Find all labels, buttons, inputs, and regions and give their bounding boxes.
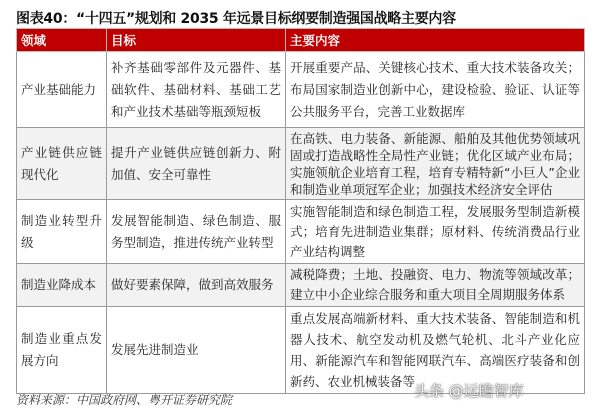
header-content: 主要内容 — [286, 29, 585, 52]
cell-goal: 补齐基础零部件及元器件、基础软件、基础材料、基础工艺和产业技术基础等瓶颈短板 — [107, 52, 286, 128]
header-goal: 目标 — [107, 29, 286, 52]
strategy-table — [16, 28, 585, 394]
cell-field: 制造业转型升级 — [17, 200, 107, 264]
table-row — [17, 52, 585, 128]
table-title: 图表40：“十四五”规划和 2035 年远景目标纲要制造强国战略主要内容 — [16, 11, 456, 27]
header-field: 领域 — [17, 29, 107, 52]
cell-field: 产业链供应链现代化 — [17, 128, 107, 200]
cell-field: 产业基础能力 — [17, 52, 107, 128]
table-header-row — [17, 29, 585, 52]
cell-content: 重点发展高端新材料、重大技术装备、智能制造和机器人技术、航空发动机及燃气轮机、北斗产业化应用、新能源汽车和智能网联汽车、高端医疗装备和创新药、农业机械装备等 — [286, 307, 585, 394]
cell-content: 减税降费；土地、投融资、电力、物流等领域改革；建立中小企业综合服务和重大项目全周期服务体系 — [286, 264, 585, 307]
cell-field: 制造业降成本 — [17, 264, 107, 307]
cell-goal: 提升产业链供应链创新力、附加值、安全可靠性 — [107, 128, 286, 200]
table-row — [17, 128, 585, 200]
source-note: 资料来源：中国政府网、粤开证券研究院 — [16, 393, 233, 407]
cell-field: 制造业重点发展方向 — [17, 307, 107, 394]
cell-goal: 发展先进制造业 — [107, 307, 286, 394]
cell-content: 实施智能制造和绿色制造工程，发展服务型制造新模式；培育先进制造业集群；原材料、传统消费品行业产业结构调整 — [286, 200, 585, 264]
cell-goal: 发展智能制造、绿色制造、服务型制造，推进传统产业转型 — [107, 200, 286, 264]
cell-content: 开展重要产品、关键核心技术、重大技术装备攻关；布局国家制造业创新中心，建设检验、验证、认证等公共服务平台，完善工业数据库 — [286, 52, 585, 128]
table-row — [17, 200, 585, 264]
cell-goal: 做好要素保障，做到高效服务 — [107, 264, 286, 307]
table-row — [17, 264, 585, 307]
cell-content: 在高铁、电力装备、新能源、船舶及其他优势领域巩固或打造战略性全局性产业链；优化区域产业布局；实施领航企业培育工程，培育专精特新“小巨人”企业和制造业单项冠军企业；加强技术经济安全评估 — [286, 128, 585, 200]
watermark: 头条 @远瞻智库 — [414, 382, 524, 400]
